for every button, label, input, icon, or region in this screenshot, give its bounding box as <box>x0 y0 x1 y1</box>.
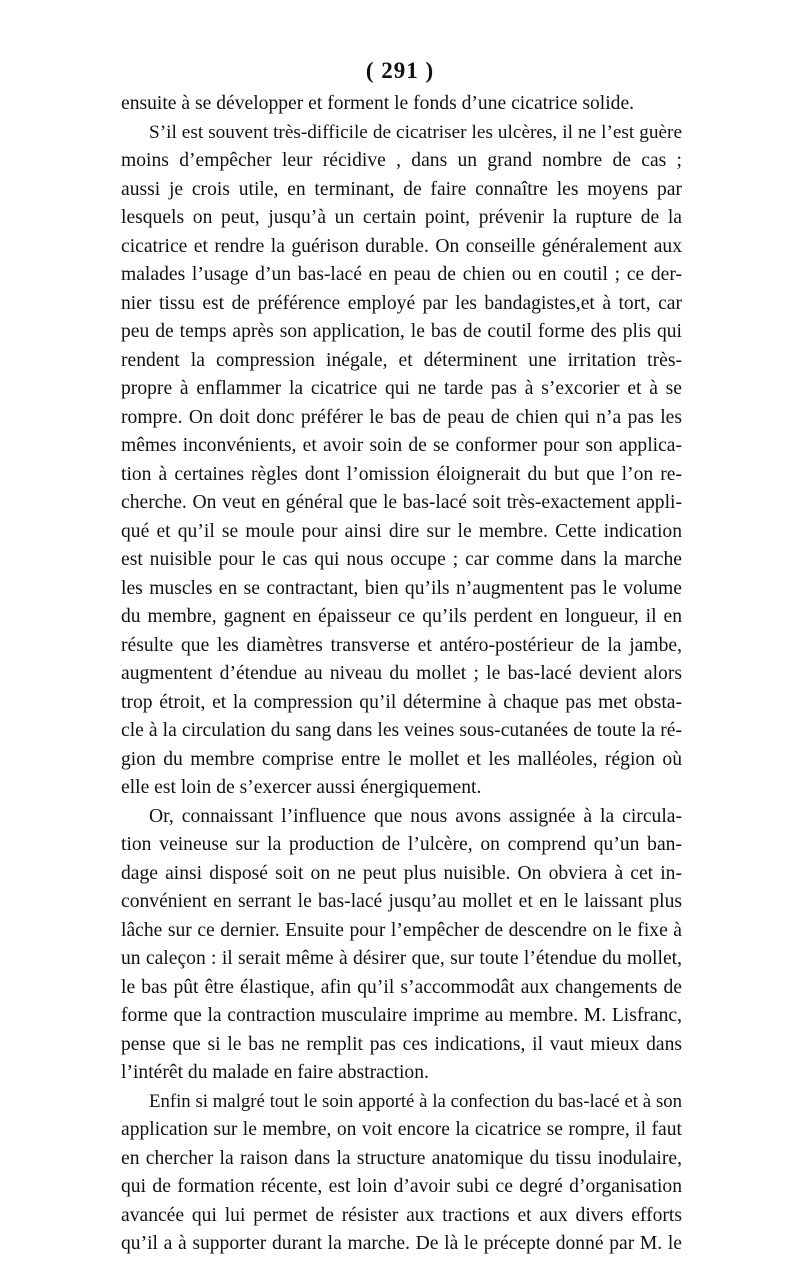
paragraph-4 <box>121 1088 682 1259</box>
text-line: tion à certaines règles dont l’omission éloignerait du but que l’on re- <box>121 463 682 485</box>
text-line: rompre. On doit donc préférer le bas de peau de chien qui n’a pas les <box>121 406 682 428</box>
text-line: application sur le membre, on voit encore la cicatrice se rompre, il faut <box>121 1119 682 1140</box>
text-line: dage ainsi disposé soit on ne peut plus nuisible. On obviera à cet in- <box>121 862 682 884</box>
text-line: augmentent d’étendue au niveau du mollet ; le bas-lacé devient alors <box>121 663 682 684</box>
text-line: gion du membre comprise entre le mollet et les malléoles, région où <box>121 748 682 770</box>
text-line: Or, connaissant l’influence que nous avons assignée à la circula- <box>149 805 682 827</box>
text-line: un caleçon : il serait même à désirer que, sur toute l’étendue du mollet, <box>121 948 682 969</box>
text-line: aussi je crois utile, en terminant, de faire connaître les moyens par <box>121 178 682 200</box>
text-line: lesquels on peut, jusqu’à un certain point, prévenir la rupture de la <box>121 207 682 228</box>
paragraph-3 <box>121 803 682 1088</box>
page-number: ( 291 ) <box>365 58 435 83</box>
text-line: trop étroit, et la compression qu’il détermine à chaque pas met obsta- <box>121 691 682 713</box>
text-line: cle à la circulation du sang dans les veines sous-cutanées de toute la ré- <box>121 720 682 741</box>
text-line: forme que la contraction musculaire imprime au membre. M. Lisfranc, <box>121 1005 682 1026</box>
text-line: est nuisible pour le cas qui nous occupe ; car comme dans la marche <box>121 549 682 570</box>
text-line: convénient en serrant le bas-lacé jusqu’au mollet et en le laissant plus <box>121 891 682 912</box>
text-line: le bas pût être élastique, afin qu’il s’accommodât aux changements de <box>121 976 682 998</box>
text-line: ensuite à se développer et forment le fonds d’une cicatrice solide. <box>121 93 635 114</box>
text-line: qué et qu’il se moule pour ainsi dire sur le membre. Cette indication <box>121 520 682 542</box>
text-line: du membre, gagnent en épaisseur ce qu’ils perdent en longueur, il en <box>121 606 682 627</box>
text-line: les muscles en se contractant, bien qu’ils n’augmentent pas le volume <box>121 577 682 599</box>
text-line: elle est loin de s’exercer aussi énergiquement. <box>121 777 482 798</box>
text-line: mêmes inconvénients, et avoir soin de se conformer pour son applica- <box>121 435 682 456</box>
text-line: peu de temps après son application, le bas de coutil forme des plis qui <box>121 321 682 342</box>
text-line: malades l’usage d’un bas-lacé en peau de chien ou en coutil ; ce der- <box>121 264 682 285</box>
text-line: lâche sur ce dernier. Ensuite pour l’empêcher de descendre on le fixe à <box>121 919 682 941</box>
text-line: résulte que les diamètres transverse et antéro-postérieur de la jambe, <box>121 634 682 656</box>
text-line: cicatrice et rendre la guérison durable. On conseille généralement aux <box>121 235 682 257</box>
text-line: tion veineuse sur la production de l’ulcère, on comprend qu’un ban- <box>121 834 682 855</box>
text-line: qu’il a à supporter durant la marche. De là le précepte donné par M. le <box>121 1233 682 1254</box>
body-text <box>121 90 682 1259</box>
text-line: avancée qui lui permet de résister aux tractions et aux divers efforts <box>121 1204 682 1226</box>
text-line: rendent la compression inégale, et déterminent une irritation très- <box>121 349 682 371</box>
text-line: Enfin si malgré tout le soin apporté à la confection du bas-lacé et à son <box>149 1090 682 1112</box>
text-line: qui de formation récente, est loin d’avoir subi ce degré d’organisation <box>121 1176 682 1197</box>
paragraph-1 <box>121 90 682 119</box>
text-line: en chercher la raison dans la structure anatomique du tissu inodulaire, <box>121 1147 682 1169</box>
text-line: propre à enflammer la cicatrice qui ne tarde pas à s’excorier et à se <box>121 378 682 399</box>
paragraph-2 <box>121 119 682 803</box>
text-line: moins d’empêcher leur récidive , dans un grand nombre de cas ; <box>121 150 682 171</box>
text-line: nier tissu est de préférence employé par les bandagistes,et à tort, car <box>121 292 682 314</box>
text-line: cherche. On veut en général que le bas-lacé soit très-exactement appli- <box>121 492 682 513</box>
text-line: pense que si le bas ne remplit pas ces indications, il vaut mieux dans <box>121 1033 682 1055</box>
text-line: l’intérêt du malade en faire abstraction. <box>121 1062 429 1083</box>
text-line: S’il est souvent très-difficile de cicatriser les ulcères, il ne l’est guère <box>149 121 682 143</box>
